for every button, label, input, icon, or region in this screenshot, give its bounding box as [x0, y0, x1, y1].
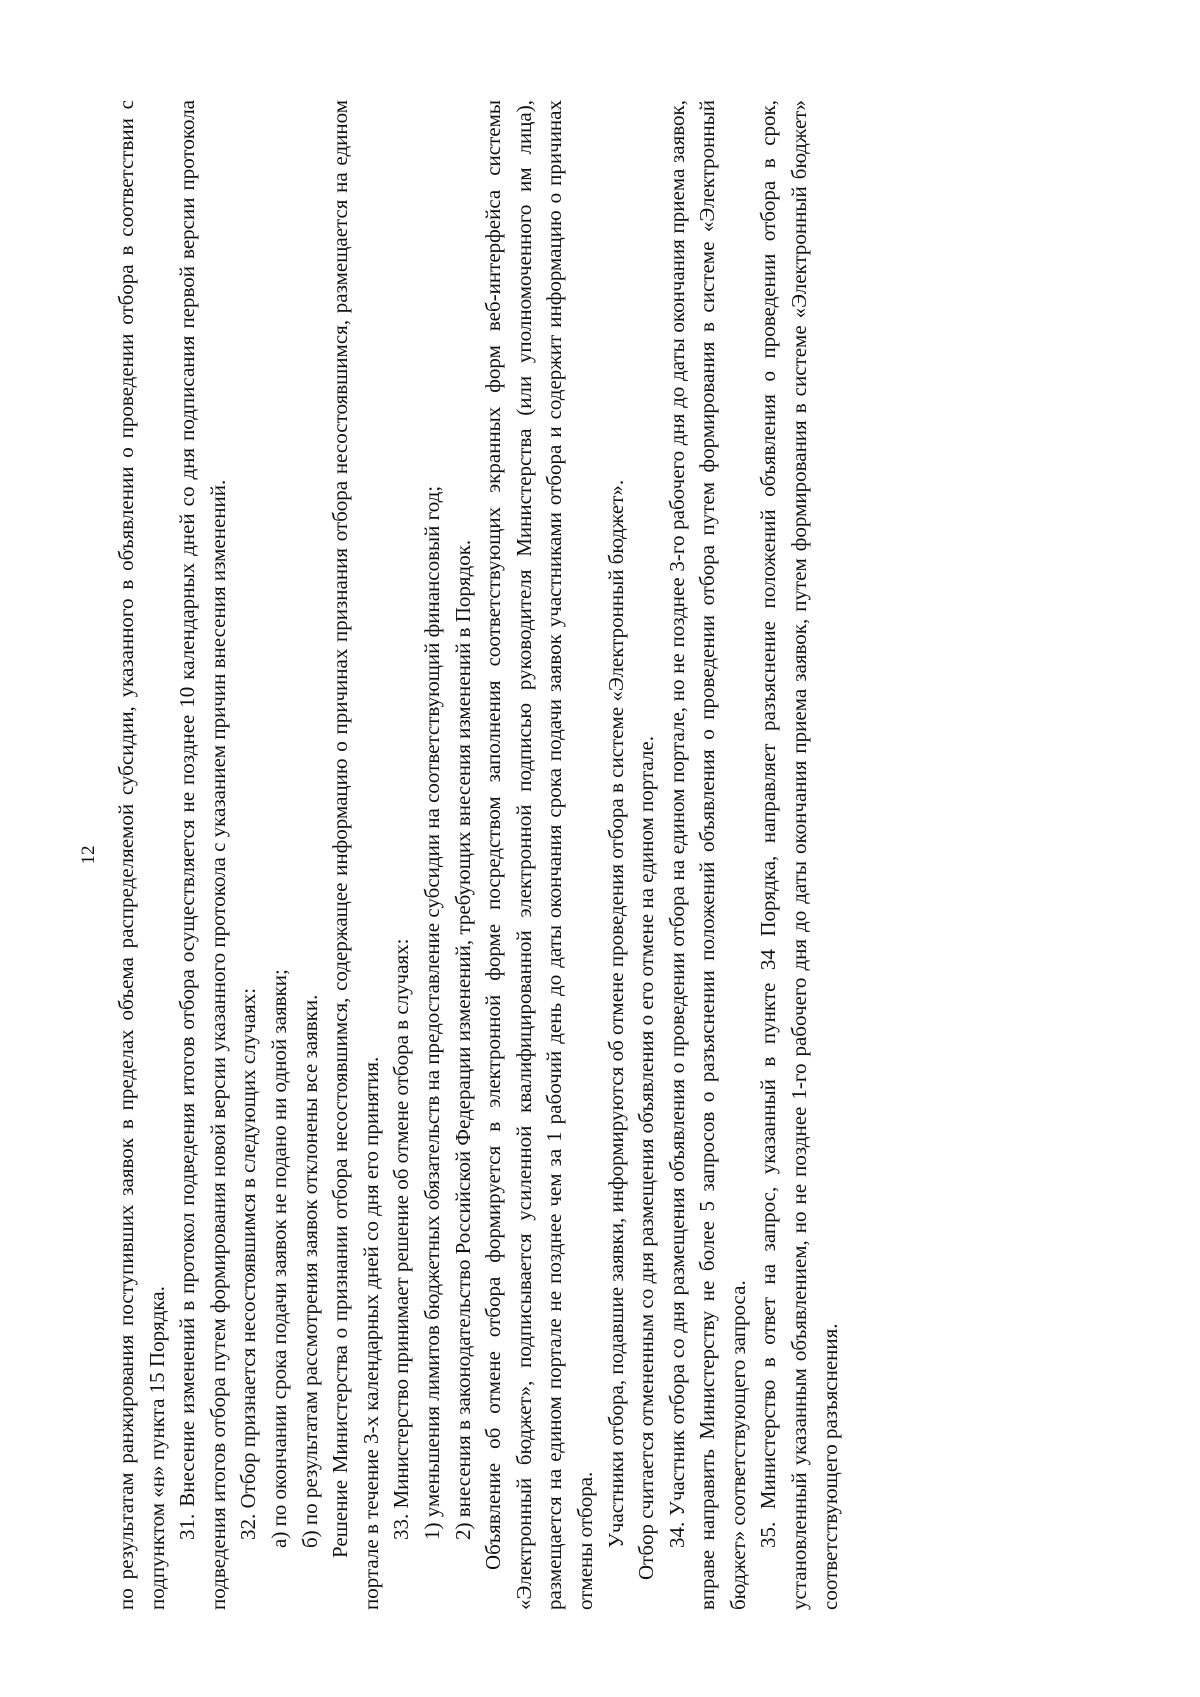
paragraph-cancellation-notice: Объявление об отмене отбора формируется в электронной форме посредством заполнения соответствующих экранных форм веб-интерфейса системы «Электронный бюджет», подписывается усиленной квалифицированной электронной подписью руководителя Министерства (или уполномоченного им лица), размещается на едином портале не позднее чем за 1 рабочий день до даты окончания срока подачи заявок участниками отбора и содержит информацию о причинах отмены отбора. — [481, 100, 597, 1610]
paragraph-32-a: а) по окончании срока подачи заявок не подано ни одной заявки; — [266, 969, 291, 1548]
page-number: 12 — [78, 845, 99, 865]
paragraph-34: 34. Участник отбора со дня размещения объявления о проведении отбора на едином портале, но не позднее 3-го рабочего дня до даты окончания приема заявок, вправе направить Министерству не более 5 запросов о разъяснении положений объявления о проведении отбора путем формирования в системе «Электронный бюджет» соответствующего запроса. — [664, 100, 750, 1610]
paragraph-selection-cancelled: Отбор считается отмененным со дня размещения объявления о его отмене на едином портале. — [634, 736, 659, 1580]
paragraph-33-1: 1) уменьшения лимитов бюджетных обязательств на предоставление субсидии на соответствующий финансовый год; — [419, 485, 444, 1540]
document-body — [111, 100, 845, 1610]
paragraph-32: 32. Отбор признается несостоявшимся в следующих случаях: — [236, 987, 261, 1540]
paragraph-decision-failed-selection: Решение Министерства о признании отбора несостоявшимся, содержащее информацию о причинах признания отбора несостоявшимся, размещается на едином портале в течение 3-х календарных дней со дня его принятия. — [328, 100, 383, 1610]
paragraph-participants-informed: Участники отбора, подавшие заявки, информируются об отмене проведения отбора в системе «Электронный бюджет». — [603, 479, 628, 1548]
paragraph-35: 35. Министерство в ответ на запрос, указанный в пункте 34 Порядка, направляет разъяснение положений объявления о проведении отбора в срок, установленный указанным объявлением, но не позднее 1-го рабочего дня до даты окончания приема заявок, путем формирования в системе «Электронный бюджет» соответствующего разъяснения. — [756, 100, 842, 1610]
paragraph-33-2: 2) внесения в законодательство Российской Федерации изменений, требующих внесения изменений в Порядок. — [450, 539, 475, 1540]
paragraph-31: 31. Внесение изменений в протокол подведения итогов отбора осуществляется не позднее 10 календарных дней со дня подписания первой версии протокола подведения итогов отбора путем формирования новой версии указанного протокола с указанием причин внесения изменений. — [175, 100, 230, 1610]
paragraph-33: 33. Министерство принимает решение об отмене отбора в случаях: — [389, 938, 414, 1540]
paragraph-32-b: б) по результатам рассмотрения заявок отклонены все заявки. — [297, 994, 322, 1548]
document-page — [75, 100, 1125, 1610]
paragraph-ranking-continuation: по результатам ранжирования поступивших заявок в пределах объема распределяемой субсидии, указанного в объявлении о проведении отбора в соответствии с подпунктом «н» пункта 15 Порядка. — [114, 100, 169, 1610]
